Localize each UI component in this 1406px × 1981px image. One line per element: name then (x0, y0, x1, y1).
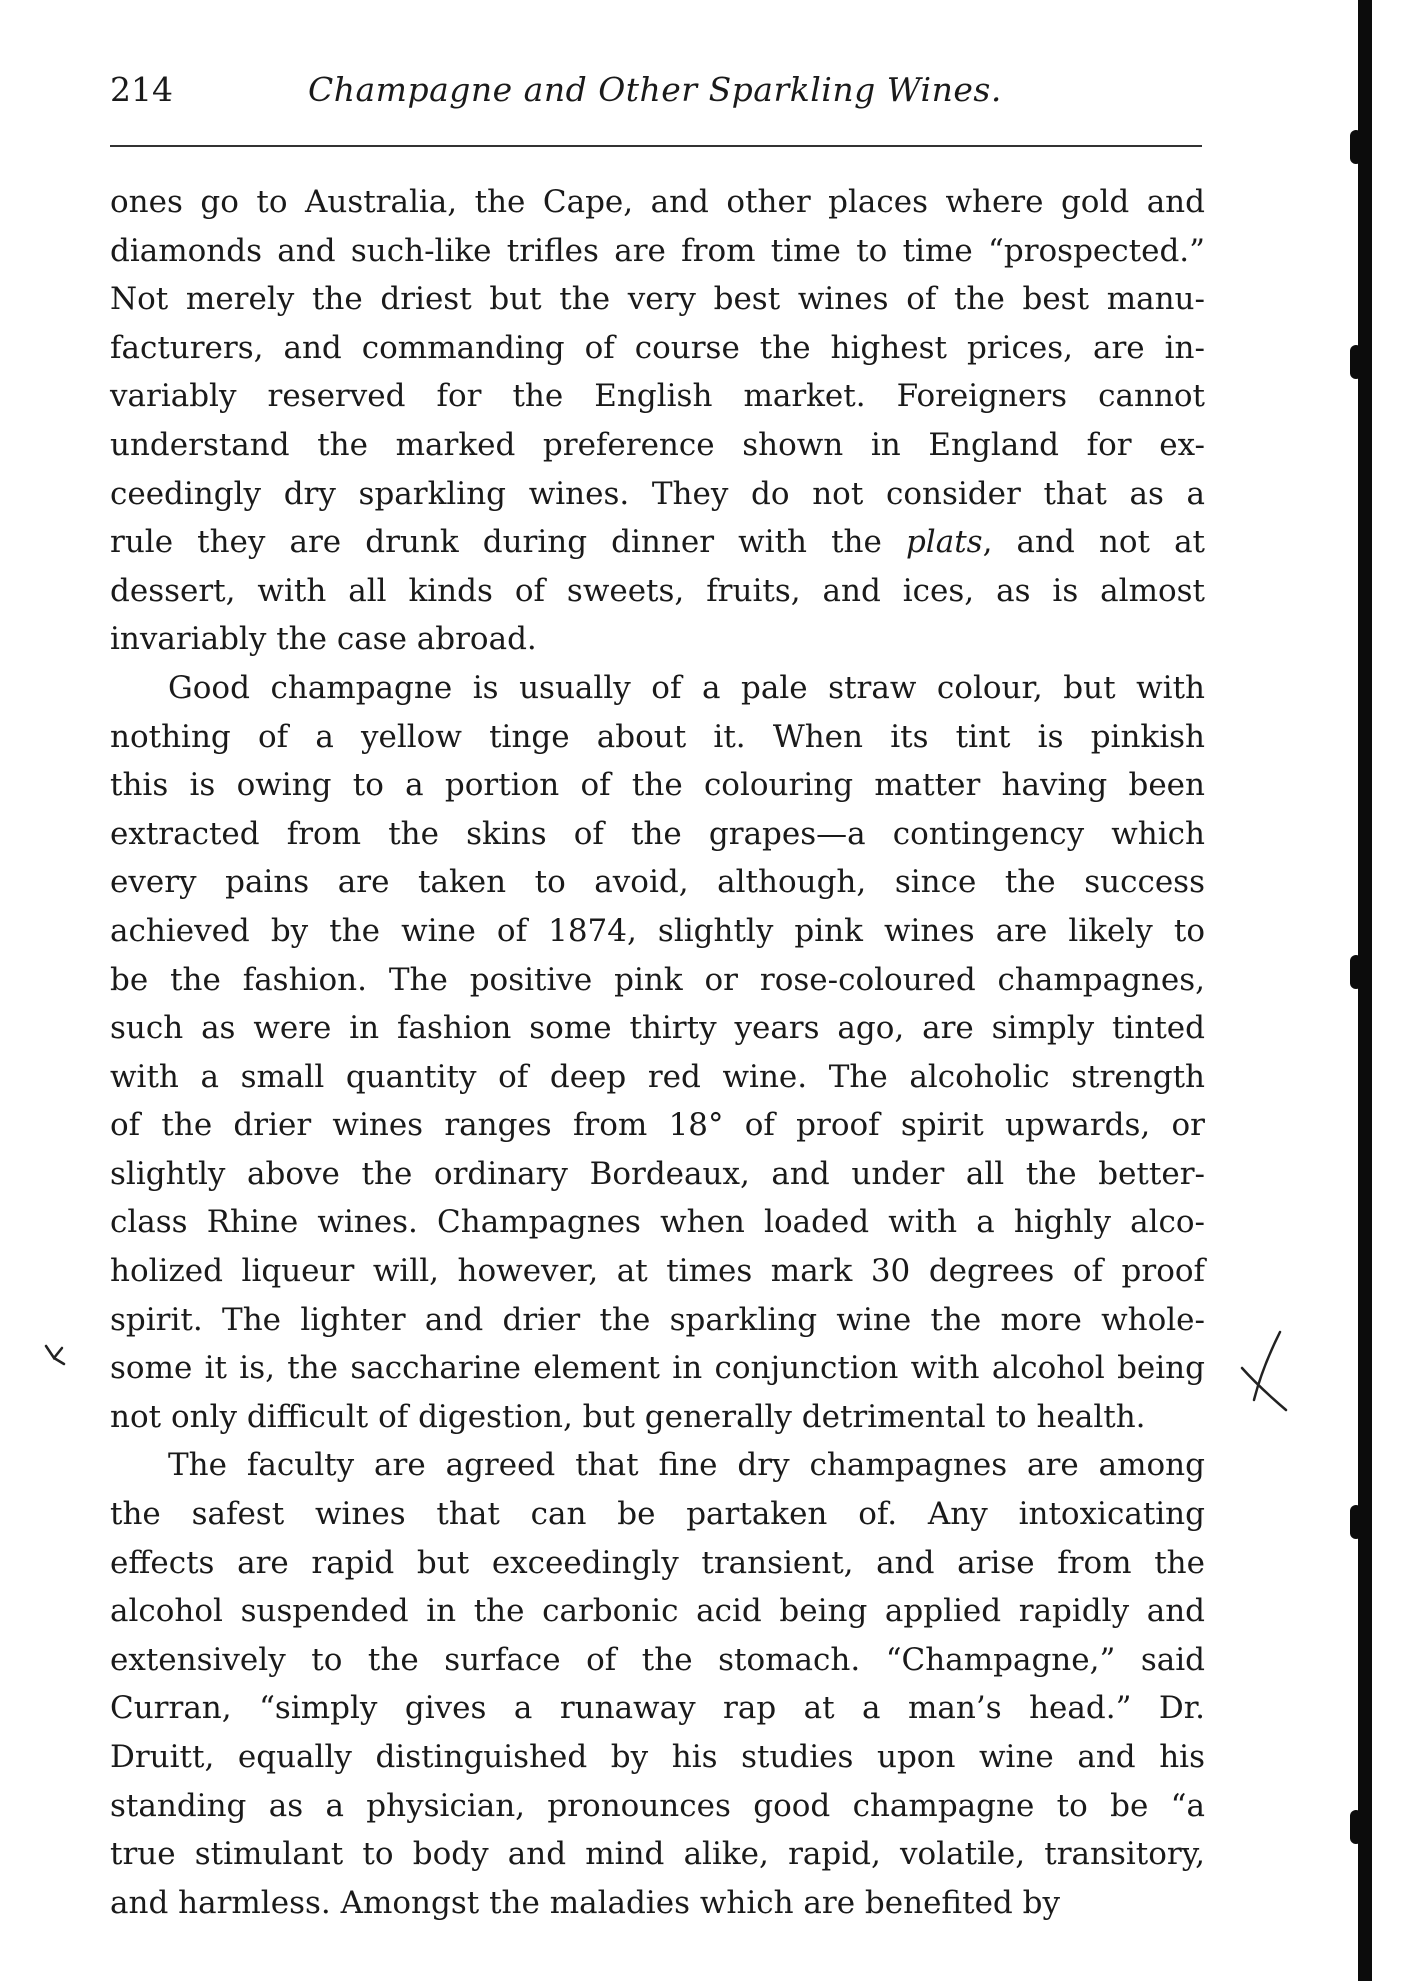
text-line: extracted from the skins of the grapes—a contingency which (110, 815, 1205, 852)
text-line: alcohol suspended in the carbonic acid being applied rapidly and (110, 1593, 1205, 1630)
body-text (110, 178, 1205, 1927)
text-line: invariably the case abroad. (110, 621, 537, 658)
paragraph (110, 664, 1205, 1442)
text-line: rule they are drunk during dinner with the plats, and not at (110, 524, 1206, 561)
binding-notch (1350, 1810, 1362, 1844)
text-line: the safest wines that can be partaken of. Any intoxicating (110, 1496, 1205, 1533)
left-margin-check-mark (40, 1338, 70, 1368)
binding-notch (1350, 345, 1362, 379)
page-header (110, 70, 1205, 120)
paragraph (110, 178, 1205, 664)
header-rule (110, 145, 1202, 147)
text-line: standing as a physician, pronounces good champagne to be “a (110, 1787, 1205, 1824)
text-line: achieved by the wine of 1874, slightly pink wines are likely to (110, 912, 1205, 949)
text-line: of the drier wines ranges from 18° of proof spirit upwards, or (110, 1107, 1205, 1144)
text-line: true stimulant to body and mind alike, rapid, volatile, transitory, (110, 1836, 1205, 1873)
text-line: with a small quantity of deep red wine. The alcoholic strength (110, 1058, 1205, 1095)
text-line: dessert, with all kinds of sweets, fruits, and ices, as is almost (110, 572, 1205, 609)
text-line: Druitt, equally distinguished by his studies upon wine and his (110, 1739, 1205, 1775)
text-line: understand the marked preference shown in England for ex- (110, 426, 1205, 463)
text-line: facturers, and commanding of course the highest prices, are in- (110, 329, 1205, 366)
text-line: Good champagne is usually of a pale straw colour, but with (168, 669, 1205, 706)
text-line: every pains are taken to avoid, although, since the success (110, 864, 1205, 901)
running-title: Champagne and Other Sparkling Wines. (308, 70, 1002, 109)
text-line: such as were in fashion some thirty years ago, are simply tinted (110, 1010, 1205, 1047)
text-line: Not merely the driest but the very best wines of the best manu- (110, 281, 1205, 318)
text-line: effects are rapid but exceedingly transient, and arise from the (110, 1544, 1205, 1581)
text-line: spirit. The lighter and drier the sparkling wine the more whole- (110, 1301, 1205, 1338)
text-line: class Rhine wines. Champagnes when loaded with a highly alco- (110, 1204, 1205, 1241)
binding-notch (1350, 955, 1362, 989)
text-line: ceedingly dry sparkling wines. They do not consider that as a (110, 475, 1205, 512)
text-line: and harmless. Amongst the maladies which are benefited by (110, 1884, 1060, 1921)
binding-notch (1350, 130, 1362, 164)
text-line: extensively to the surface of the stomach. “Champagne,” said (110, 1641, 1205, 1678)
text-line: Curran, “simply gives a runaway rap at a man’s head.” Dr. (110, 1690, 1205, 1727)
paragraph (110, 1441, 1205, 1927)
text-line: be the fashion. The positive pink or rose-coloured champagnes, (110, 961, 1205, 998)
text-line: this is owing to a portion of the colouring matter having been (110, 767, 1205, 804)
page-number: 214 (110, 70, 173, 109)
text-line: not only difficult of digestion, but generally detrimental to health. (110, 1398, 1146, 1435)
text-line: The faculty are agreed that fine dry champagnes are among (168, 1447, 1205, 1484)
binding-edge (1358, 0, 1372, 1981)
binding-notch (1350, 1505, 1362, 1539)
text-line: holized liqueur will, however, at times mark 30 degrees of proof (110, 1253, 1205, 1290)
text-line: some it is, the saccharine element in conjunction with alcohol being (110, 1350, 1205, 1387)
text-line: diamonds and such-like trifles are from time to time “prospected.” (110, 232, 1205, 269)
text-line: nothing of a yellow tinge about it. When its tint is pinkish (110, 718, 1205, 755)
text-line: variably reserved for the English market. Foreigners cannot (110, 378, 1205, 415)
text-line: slightly above the ordinary Bordeaux, and under all the better- (110, 1155, 1205, 1192)
text-line: ones go to Australia, the Cape, and other places where gold and (110, 184, 1205, 220)
right-margin-check-mark (1232, 1328, 1292, 1414)
